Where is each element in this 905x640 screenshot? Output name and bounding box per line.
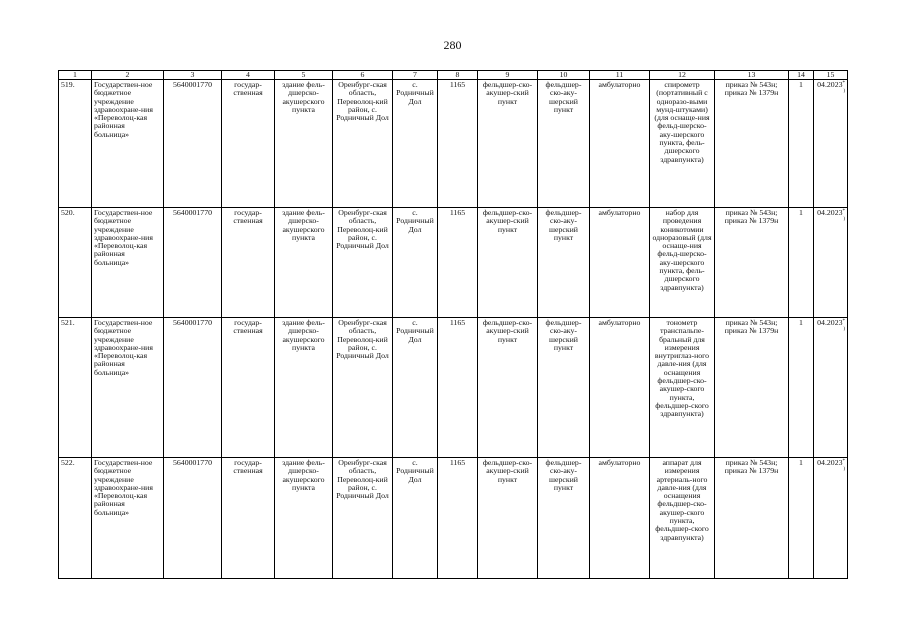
column-header: 1 xyxy=(59,71,92,80)
institution-code: 5640001770 xyxy=(164,80,222,208)
delivery-date xyxy=(814,208,848,318)
building-type: здание фель-дшерско-акушерского пункта xyxy=(275,208,333,318)
table-row xyxy=(59,208,848,318)
population-count: 1165 xyxy=(438,80,478,208)
department: фельдшер-ско-аку-шерский пункт xyxy=(538,318,590,458)
row-number: 522. xyxy=(59,458,92,579)
locality: с. Родничный Дол xyxy=(393,80,438,208)
department: фельдшер-ско-аку-шерский пункт xyxy=(538,80,590,208)
date-value: 04.2023 xyxy=(817,208,843,217)
address: Оренбург-ская область, Переволоц-кий район, с. Родничный Дол xyxy=(333,80,393,208)
column-header: 2 xyxy=(92,71,164,80)
table-row xyxy=(59,80,848,208)
institution-code: 5640001770 xyxy=(164,458,222,579)
column-header: 15 xyxy=(814,71,848,80)
row-number: 519. xyxy=(59,80,92,208)
date-value: 04.2023 xyxy=(817,318,843,327)
date-footnote: *) xyxy=(842,319,845,333)
regulatory-orders: приказ № 543н; приказ № 1379н xyxy=(715,80,789,208)
institution-name: Государствен-ное бюджетное учреждение здравоохране-ния «Переволоц-кая районная больница» xyxy=(92,458,164,579)
facility-type: фельдшер-ско-акушер-ский пункт xyxy=(478,80,538,208)
equipment-name: набор для проведения коникотомии одноразовый (для оснаще-ния фельд-шерско-аку-шерского пункта, фель-дшерского здравпункта) xyxy=(650,208,715,318)
delivery-date xyxy=(814,458,848,579)
quantity: 1 xyxy=(789,208,814,318)
date-footnote: *) xyxy=(842,459,845,473)
institution-code: 5640001770 xyxy=(164,318,222,458)
page-number: 280 xyxy=(443,38,462,52)
population-count: 1165 xyxy=(438,208,478,318)
quantity: 1 xyxy=(789,458,814,579)
quantity: 1 xyxy=(789,318,814,458)
column-header: 8 xyxy=(438,71,478,80)
ownership-form: государ-ственная xyxy=(222,80,275,208)
column-header: 6 xyxy=(333,71,393,80)
delivery-date xyxy=(814,318,848,458)
delivery-date xyxy=(814,80,848,208)
address: Оренбург-ская область, Переволоц-кий район, с. Родничный Дол xyxy=(333,318,393,458)
row-number: 521. xyxy=(59,318,92,458)
row-number: 520. xyxy=(59,208,92,318)
locality: с. Родничный Дол xyxy=(393,208,438,318)
population-count: 1165 xyxy=(438,318,478,458)
regulatory-orders: приказ № 543н; приказ № 1379н xyxy=(715,208,789,318)
column-header: 9 xyxy=(478,71,538,80)
table-row xyxy=(59,458,848,579)
care-condition: амбулаторно xyxy=(590,80,650,208)
facility-type: фельдшер-ско-акушер-ский пункт xyxy=(478,458,538,579)
building-type: здание фель-дшерско-акушерского пункта xyxy=(275,458,333,579)
regulatory-orders: приказ № 543н; приказ № 1379н xyxy=(715,458,789,579)
equipment-name: аппарат для измерения артериаль-ного давле-ния (для оснащения фельдшер-ско-акушер-ского пункта, фельдшер-ского здравпункта) xyxy=(650,458,715,579)
column-header: 7 xyxy=(393,71,438,80)
department: фельдшер-ско-аку-шерский пункт xyxy=(538,458,590,579)
care-condition: амбулаторно xyxy=(590,458,650,579)
locality: с. Родничный Дол xyxy=(393,458,438,579)
date-footnote: *) xyxy=(842,81,845,95)
institution-name: Государствен-ное бюджетное учреждение здравоохране-ния «Переволоц-кая районная больница» xyxy=(92,318,164,458)
quantity: 1 xyxy=(789,80,814,208)
ownership-form: государ-ственная xyxy=(222,208,275,318)
department: фельдшер-ско-аку-шерский пункт xyxy=(538,208,590,318)
date-footnote: *) xyxy=(842,209,845,223)
column-header: 4 xyxy=(222,71,275,80)
column-header: 14 xyxy=(789,71,814,80)
institution-name: Государствен-ное бюджетное учреждение здравоохране-ния «Переволоц-кая районная больница» xyxy=(92,208,164,318)
table-row xyxy=(59,318,848,458)
care-condition: амбулаторно xyxy=(590,208,650,318)
address: Оренбург-ская область, Переволоц-кий район, с. Родничный Дол xyxy=(333,208,393,318)
register-table xyxy=(58,70,848,579)
facility-type: фельдшер-ско-акушер-ский пункт xyxy=(478,318,538,458)
equipment-name: тонометр транспальпе-бральный для измерения внутриглаз-ного давле-ния (для оснащения фельдшер-ско-акушер-ского пункта, фельдшер-ского здравпункта) xyxy=(650,318,715,458)
care-condition: амбулаторно xyxy=(590,318,650,458)
column-header: 3 xyxy=(164,71,222,80)
column-header: 13 xyxy=(715,71,789,80)
column-header: 12 xyxy=(650,71,715,80)
building-type: здание фель-дшерско-акушерского пункта xyxy=(275,318,333,458)
equipment-name: спирометр (портативный с одноразо-выми мунд-штуками) (для оснаще-ния фельд-шерско-аку-шерского пункта, фель-дшерского здравпункта) xyxy=(650,80,715,208)
column-header: 11 xyxy=(590,71,650,80)
column-header: 10 xyxy=(538,71,590,80)
regulatory-orders: приказ № 543н; приказ № 1379н xyxy=(715,318,789,458)
date-value: 04.2023 xyxy=(817,80,843,89)
date-value: 04.2023 xyxy=(817,458,843,467)
ownership-form: государ-ственная xyxy=(222,318,275,458)
facility-type: фельдшер-ско-акушер-ский пункт xyxy=(478,208,538,318)
locality: с. Родничный Дол xyxy=(393,318,438,458)
population-count: 1165 xyxy=(438,458,478,579)
address: Оренбург-ская область, Переволоц-кий район, с. Родничный Дол xyxy=(333,458,393,579)
column-header: 5 xyxy=(275,71,333,80)
institution-name: Государствен-ное бюджетное учреждение здравоохране-ния «Переволоц-кая районная больница» xyxy=(92,80,164,208)
building-type: здание фель-дшерско-акушерского пункта xyxy=(275,80,333,208)
institution-code: 5640001770 xyxy=(164,208,222,318)
column-number-row xyxy=(59,71,848,80)
ownership-form: государ-ственная xyxy=(222,458,275,579)
